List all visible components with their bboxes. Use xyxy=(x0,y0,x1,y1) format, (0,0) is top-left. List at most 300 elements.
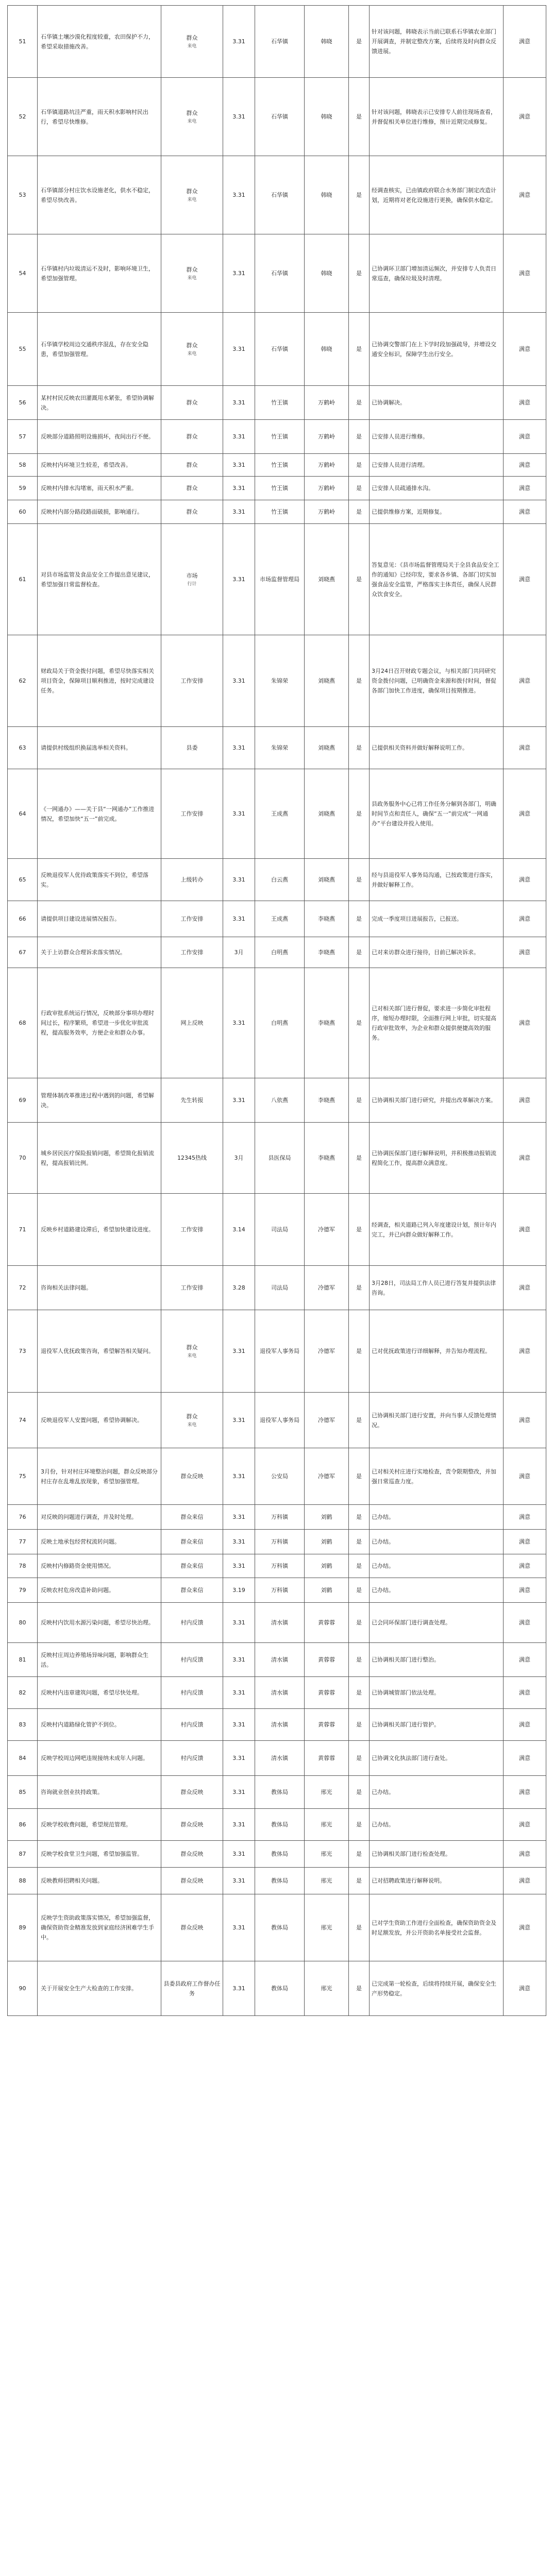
unit-cell: 清水镇 xyxy=(255,1643,305,1677)
date-cell: 3.31 xyxy=(223,1809,255,1841)
date-cell: 3.31 xyxy=(223,1505,255,1530)
source-cell: 上级转办 xyxy=(161,859,223,901)
done-cell: 是 xyxy=(349,420,370,454)
issue-cell: 3月份，针对村庄环境整治问题，群众反映部分村庄存在乱堆乱放现象，希望加强管理。 xyxy=(38,1448,161,1505)
unit-cell: 万科镇 xyxy=(255,1505,305,1530)
row-number: 54 xyxy=(8,234,38,313)
unit-cell: 石华镇 xyxy=(255,78,305,156)
table-row xyxy=(8,386,546,420)
issue-cell: 关于上访群众合理诉求落实情况。 xyxy=(38,937,161,968)
owner-cell: 邢光 xyxy=(305,1776,349,1809)
satisfaction-cell: 满意 xyxy=(504,635,546,727)
result-cell: 经与县退役军人事务局沟通，已按政策进行落实，并做好解释工作。 xyxy=(370,859,504,901)
unit-cell: 清水镇 xyxy=(255,1741,305,1776)
table-row xyxy=(8,1123,546,1194)
date-cell: 3.31 xyxy=(223,1868,255,1894)
row-number: 85 xyxy=(8,1776,38,1809)
done-cell: 是 xyxy=(349,234,370,313)
source-cell: 群众反映 xyxy=(161,1776,223,1809)
result-cell: 县政务服务中心已将工作任务分解到各部门，明确时间节点和责任人，确保“五一”前完成“一网通办”平台建设并投入使用。 xyxy=(370,769,504,859)
source-cell: 群众 xyxy=(161,420,223,454)
source-cell: 群众 xyxy=(161,500,223,524)
date-cell: 3.31 xyxy=(223,1741,255,1776)
issue-cell: 反映村内环境卫生较差，希望改善。 xyxy=(38,454,161,477)
table-row xyxy=(8,1677,546,1709)
unit-cell: 清水镇 xyxy=(255,1677,305,1709)
owner-cell: 万鹤岭 xyxy=(305,477,349,500)
row-number: 56 xyxy=(8,386,38,420)
result-cell: 已对优抚政策进行详细解释，并告知办理流程。 xyxy=(370,1310,504,1393)
unit-cell: 白明燕 xyxy=(255,968,305,1078)
done-cell: 是 xyxy=(349,156,370,234)
satisfaction-cell: 满意 xyxy=(504,1677,546,1709)
result-cell: 已安排人员疏通排水沟。 xyxy=(370,477,504,500)
row-number: 76 xyxy=(8,1505,38,1530)
issue-cell: 行政审批系统运行情况，反映部分事项办理时间过长，程序繁琐，希望进一步优化审批流程，提高服务效率，方便企业和群众办事。 xyxy=(38,968,161,1078)
issue-cell: 反映部分道路照明设施损坏，夜间出行不便。 xyxy=(38,420,161,454)
row-number: 74 xyxy=(8,1393,38,1448)
table-body xyxy=(8,6,546,2016)
unit-cell: 白云燕 xyxy=(255,859,305,901)
owner-cell: 刘鹤 xyxy=(305,1505,349,1530)
date-cell: 3.31 xyxy=(223,1603,255,1643)
result-cell: 已办结。 xyxy=(370,1554,504,1578)
date-cell: 3.31 xyxy=(223,1078,255,1123)
source-cell: 群众 来电 xyxy=(161,1393,223,1448)
unit-cell: 市场监督管理局 xyxy=(255,524,305,635)
issue-cell: 咨询相关法律问题。 xyxy=(38,1266,161,1310)
owner-cell: 李晓燕 xyxy=(305,937,349,968)
row-number: 79 xyxy=(8,1578,38,1603)
result-cell: 3月24日召开财政专题会议，与相关部门共同研究资金拨付问题，已明确资金来源和拨付时间，督促各部门加快工作进度，确保项目按期推进。 xyxy=(370,635,504,727)
unit-cell: 清水镇 xyxy=(255,1603,305,1643)
table-row xyxy=(8,1643,546,1677)
date-cell: 3.31 xyxy=(223,1894,255,1961)
row-number: 61 xyxy=(8,524,38,635)
result-cell: 已协调相关部门进行管护。 xyxy=(370,1709,504,1741)
table-row xyxy=(8,524,546,635)
owner-cell: 万鹤岭 xyxy=(305,454,349,477)
satisfaction-cell: 满意 xyxy=(504,1709,546,1741)
unit-cell: 教体局 xyxy=(255,1809,305,1841)
table-row xyxy=(8,78,546,156)
table-row xyxy=(8,156,546,234)
row-number: 66 xyxy=(8,901,38,937)
owner-cell: 李晓燕 xyxy=(305,1123,349,1194)
result-cell: 已安排人员进行维修。 xyxy=(370,420,504,454)
date-cell: 3.31 xyxy=(223,1448,255,1505)
unit-cell: 竹王镇 xyxy=(255,386,305,420)
issue-cell: 石华镇土壤沙漠化程度较重，农田保护不力，希望采取措施改善。 xyxy=(38,6,161,78)
source-cell: 工作安排 xyxy=(161,769,223,859)
row-number: 83 xyxy=(8,1709,38,1741)
issue-cell: 反映村内部分路段路面破损，影响通行。 xyxy=(38,500,161,524)
date-cell: 3.31 xyxy=(223,1961,255,2016)
done-cell: 是 xyxy=(349,1709,370,1741)
done-cell: 是 xyxy=(349,1554,370,1578)
satisfaction-cell: 满意 xyxy=(504,386,546,420)
result-cell: 已协调相关部门进行研究，并提出改革解决方案。 xyxy=(370,1078,504,1123)
satisfaction-cell: 满意 xyxy=(504,1266,546,1310)
issue-cell: 对反映的问题进行调查，并及时处理。 xyxy=(38,1505,161,1530)
owner-cell: 邢光 xyxy=(305,1841,349,1868)
done-cell: 是 xyxy=(349,901,370,937)
unit-cell: 清水镇 xyxy=(255,1709,305,1741)
satisfaction-cell: 满意 xyxy=(504,78,546,156)
row-number: 53 xyxy=(8,156,38,234)
owner-cell: 李晓燕 xyxy=(305,1078,349,1123)
satisfaction-cell: 满意 xyxy=(504,420,546,454)
done-cell: 是 xyxy=(349,769,370,859)
owner-cell: 韩晓 xyxy=(305,6,349,78)
satisfaction-cell: 满意 xyxy=(504,454,546,477)
done-cell: 是 xyxy=(349,500,370,524)
satisfaction-cell: 满意 xyxy=(504,1961,546,2016)
satisfaction-cell: 满意 xyxy=(504,1868,546,1894)
result-cell: 已办结。 xyxy=(370,1530,504,1554)
result-cell: 已对相关村庄进行实地检查，责令限期整改，并加强日常巡查力度。 xyxy=(370,1448,504,1505)
satisfaction-cell: 满意 xyxy=(504,1393,546,1448)
result-cell: 已完成第一轮检查，后续将持续开展，确保安全生产形势稳定。 xyxy=(370,1961,504,2016)
date-cell: 3.31 xyxy=(223,477,255,500)
unit-cell: 白明燕 xyxy=(255,937,305,968)
owner-cell: 韩晓 xyxy=(305,234,349,313)
date-cell: 3.31 xyxy=(223,1841,255,1868)
source-cell: 群众反映 xyxy=(161,1894,223,1961)
row-number: 77 xyxy=(8,1530,38,1554)
owner-cell: 冷德军 xyxy=(305,1194,349,1266)
issue-cell: 反映乡村道路建设滞后，希望加快建设进度。 xyxy=(38,1194,161,1266)
date-cell: 3.31 xyxy=(223,454,255,477)
unit-cell: 教体局 xyxy=(255,1776,305,1809)
result-cell: 答复意见：《县市场监督管理局关于全县食品安全工作的通知》已经印发，要求各乡镇、各部门切实加强食品安全监管，严格落实主体责任，确保人民群众饮食安全。 xyxy=(370,524,504,635)
source-cell: 村内反馈 xyxy=(161,1603,223,1643)
issue-cell: 反映退役军人安置问题，希望协调解决。 xyxy=(38,1393,161,1448)
unit-cell: 退役军人事务局 xyxy=(255,1393,305,1448)
table-row xyxy=(8,500,546,524)
issue-cell: 退役军人优抚政策咨询，希望解答相关疑问。 xyxy=(38,1310,161,1393)
table-row xyxy=(8,1393,546,1448)
owner-cell: 刘晓燕 xyxy=(305,727,349,769)
done-cell: 是 xyxy=(349,1123,370,1194)
issue-cell: 管理体制改革推进过程中遇到的问题，希望解决。 xyxy=(38,1078,161,1123)
done-cell: 是 xyxy=(349,1578,370,1603)
result-cell: 经调查，相关道路已列入年度建设计划，预计年内完工，并已向群众做好解释工作。 xyxy=(370,1194,504,1266)
result-cell: 已办结。 xyxy=(370,1776,504,1809)
satisfaction-cell: 满意 xyxy=(504,1809,546,1841)
row-number: 69 xyxy=(8,1078,38,1123)
table-row xyxy=(8,635,546,727)
result-cell: 已安排人员进行清理。 xyxy=(370,454,504,477)
owner-cell: 黄蓉蓉 xyxy=(305,1741,349,1776)
source-cell: 县委 xyxy=(161,727,223,769)
done-cell: 是 xyxy=(349,1530,370,1554)
owner-cell: 刘晓燕 xyxy=(305,524,349,635)
source-cell: 村内反馈 xyxy=(161,1709,223,1741)
satisfaction-cell: 满意 xyxy=(504,769,546,859)
done-cell: 是 xyxy=(349,1841,370,1868)
unit-cell: 万科镇 xyxy=(255,1554,305,1578)
source-cell: 工作安排 xyxy=(161,1194,223,1266)
satisfaction-cell: 满意 xyxy=(504,524,546,635)
row-number: 60 xyxy=(8,500,38,524)
table-row xyxy=(8,1603,546,1643)
source-cell: 群众反映 xyxy=(161,1841,223,1868)
owner-cell: 冷德军 xyxy=(305,1266,349,1310)
unit-cell: 司法局 xyxy=(255,1194,305,1266)
row-number: 86 xyxy=(8,1809,38,1841)
row-number: 64 xyxy=(8,769,38,859)
done-cell: 是 xyxy=(349,78,370,156)
owner-cell: 刘晓燕 xyxy=(305,859,349,901)
satisfaction-cell: 满意 xyxy=(504,1894,546,1961)
date-cell: 3.31 xyxy=(223,6,255,78)
done-cell: 是 xyxy=(349,1809,370,1841)
owner-cell: 邢光 xyxy=(305,1809,349,1841)
table-row xyxy=(8,769,546,859)
issue-cell: 反映农村危房改造补助问题。 xyxy=(38,1578,161,1603)
source-cell: 群众 来电 xyxy=(161,1310,223,1393)
satisfaction-cell: 满意 xyxy=(504,937,546,968)
date-cell: 3.19 xyxy=(223,1578,255,1603)
issue-cell: 反映村内饮用水源污染问题，希望尽快治理。 xyxy=(38,1603,161,1643)
owner-cell: 万鹤岭 xyxy=(305,420,349,454)
done-cell: 是 xyxy=(349,1194,370,1266)
owner-cell: 韩晓 xyxy=(305,313,349,386)
unit-cell: 石华镇 xyxy=(255,313,305,386)
owner-cell: 刘鹤 xyxy=(305,1554,349,1578)
result-cell: 已办结。 xyxy=(370,1505,504,1530)
table-row xyxy=(8,1078,546,1123)
satisfaction-cell: 满意 xyxy=(504,1530,546,1554)
date-cell: 3.31 xyxy=(223,1709,255,1741)
table-row xyxy=(8,6,546,78)
table-row xyxy=(8,901,546,937)
table-row xyxy=(8,1809,546,1841)
source-cell: 群众 xyxy=(161,454,223,477)
source-cell: 工作安排 xyxy=(161,635,223,727)
source-cell: 群众 xyxy=(161,477,223,500)
unit-cell: 王成燕 xyxy=(255,901,305,937)
issue-cell: 请提供村级组织换届选举相关资料。 xyxy=(38,727,161,769)
unit-cell: 石华镇 xyxy=(255,6,305,78)
owner-cell: 黄蓉蓉 xyxy=(305,1709,349,1741)
done-cell: 是 xyxy=(349,454,370,477)
done-cell: 是 xyxy=(349,1961,370,2016)
date-cell: 3.31 xyxy=(223,769,255,859)
satisfaction-cell: 满意 xyxy=(504,1841,546,1868)
unit-cell: 退役军人事务局 xyxy=(255,1310,305,1393)
table-row xyxy=(8,1530,546,1554)
table-row xyxy=(8,477,546,500)
result-cell: 已协调解决。 xyxy=(370,386,504,420)
done-cell: 是 xyxy=(349,1776,370,1809)
channel-label: 来电 xyxy=(187,351,197,357)
channel-label: 来电 xyxy=(187,276,197,281)
row-number: 68 xyxy=(8,968,38,1078)
owner-cell: 冷德军 xyxy=(305,1310,349,1393)
row-number: 84 xyxy=(8,1741,38,1776)
table-row xyxy=(8,1841,546,1868)
owner-cell: 冷德军 xyxy=(305,1393,349,1448)
satisfaction-cell: 满意 xyxy=(504,1194,546,1266)
row-number: 82 xyxy=(8,1677,38,1709)
satisfaction-cell: 满意 xyxy=(504,1123,546,1194)
owner-cell: 黄蓉蓉 xyxy=(305,1603,349,1643)
issue-cell: 反映村内违章建筑问题，希望尽快处理。 xyxy=(38,1677,161,1709)
satisfaction-cell: 满意 xyxy=(504,1554,546,1578)
table-row xyxy=(8,1709,546,1741)
row-number: 90 xyxy=(8,1961,38,2016)
source-cell: 工作安排 xyxy=(161,1266,223,1310)
result-cell: 已提供维修方案，近期修复。 xyxy=(370,500,504,524)
date-cell: 3.31 xyxy=(223,78,255,156)
result-cell: 完成一季度项目进展报告，已报送。 xyxy=(370,901,504,937)
done-cell: 是 xyxy=(349,1894,370,1961)
issue-cell: 反映学校周边网吧违规接纳未成年人问题。 xyxy=(38,1741,161,1776)
table-row xyxy=(8,454,546,477)
row-number: 70 xyxy=(8,1123,38,1194)
source-cell: 网上反映 xyxy=(161,968,223,1078)
result-cell: 3月28日，司法局工作人员已进行答复并提供法律咨询。 xyxy=(370,1266,504,1310)
issue-cell: 反映教师招聘相关问题。 xyxy=(38,1868,161,1894)
table-row xyxy=(8,1505,546,1530)
result-cell: 已会同环保部门进行调查处理。 xyxy=(370,1603,504,1643)
issue-cell: 请提供项目建设进展情况报告。 xyxy=(38,901,161,937)
issue-cell: 反映学校收费问题，希望规范管理。 xyxy=(38,1809,161,1841)
unit-cell: 教体局 xyxy=(255,1961,305,2016)
channel-label: 来电 xyxy=(187,1353,197,1359)
source-cell: 群众反映 xyxy=(161,1809,223,1841)
satisfaction-cell: 满意 xyxy=(504,1603,546,1643)
satisfaction-cell: 满意 xyxy=(504,6,546,78)
date-cell: 3月 xyxy=(223,937,255,968)
source-cell: 先生转报 xyxy=(161,1078,223,1123)
owner-cell: 邢光 xyxy=(305,1894,349,1961)
issue-cell: 财政局关于资金拨付问题，希望尽快落实相关项目资金，保障项目顺利推进，按时完成建设任务。 xyxy=(38,635,161,727)
unit-cell: 万科镇 xyxy=(255,1530,305,1554)
channel-label: 行计 xyxy=(187,582,197,587)
owner-cell: 黄蓉蓉 xyxy=(305,1643,349,1677)
issue-cell: 咨询就业创业扶持政策。 xyxy=(38,1776,161,1809)
owner-cell: 万鹤岭 xyxy=(305,386,349,420)
source-cell: 群众 来电 xyxy=(161,156,223,234)
source-cell: 县委县政府工作督办任务 xyxy=(161,1961,223,2016)
done-cell: 是 xyxy=(349,1868,370,1894)
result-cell: 已协调相关部门进行整治。 xyxy=(370,1643,504,1677)
table-row xyxy=(8,1554,546,1578)
row-number: 65 xyxy=(8,859,38,901)
issue-cell: 石华镇学校周边交通秩序混乱，存在安全隐患，希望加强管理。 xyxy=(38,313,161,386)
source-cell: 群众 来电 xyxy=(161,313,223,386)
owner-cell: 黄蓉蓉 xyxy=(305,1677,349,1709)
result-cell: 已协调城管部门依法处理。 xyxy=(370,1677,504,1709)
table-row xyxy=(8,968,546,1078)
issue-cell: 石华镇村内垃圾清运不及时，影响环境卫生，希望加强管理。 xyxy=(38,234,161,313)
satisfaction-cell: 满意 xyxy=(504,859,546,901)
unit-cell: 公安局 xyxy=(255,1448,305,1505)
satisfaction-cell: 满意 xyxy=(504,1578,546,1603)
issue-cell: 石华镇部分村庄饮水设施老化，供水不稳定，希望尽快改善。 xyxy=(38,156,161,234)
row-number: 81 xyxy=(8,1643,38,1677)
date-cell: 3.31 xyxy=(223,1310,255,1393)
date-cell: 3.31 xyxy=(223,968,255,1078)
date-cell: 3.14 xyxy=(223,1194,255,1266)
owner-cell: 李晓燕 xyxy=(305,901,349,937)
issue-cell: 《一网通办》——关于县“一网通办”工作推进情况，希望加快“五一”前完成。 xyxy=(38,769,161,859)
owner-cell: 邢光 xyxy=(305,1961,349,2016)
table-row xyxy=(8,1578,546,1603)
issue-cell: 反映退役军人优待政策落实不到位，希望落实。 xyxy=(38,859,161,901)
issue-cell: 某村村民反映农田灌溉用水紧张，希望协调解决。 xyxy=(38,386,161,420)
done-cell: 是 xyxy=(349,1448,370,1505)
satisfaction-cell: 满意 xyxy=(504,234,546,313)
row-number: 62 xyxy=(8,635,38,727)
date-cell: 3.31 xyxy=(223,234,255,313)
source-cell: 村内反馈 xyxy=(161,1643,223,1677)
channel-label: 来电 xyxy=(187,197,197,202)
source-cell: 群众反映 xyxy=(161,1868,223,1894)
date-cell: 3.31 xyxy=(223,313,255,386)
done-cell: 是 xyxy=(349,386,370,420)
unit-cell: 八依燕 xyxy=(255,1078,305,1123)
date-cell: 3.31 xyxy=(223,635,255,727)
source-cell: 群众来信 xyxy=(161,1505,223,1530)
row-number: 78 xyxy=(8,1554,38,1578)
done-cell: 是 xyxy=(349,859,370,901)
date-cell: 3.31 xyxy=(223,1643,255,1677)
unit-cell: 石华镇 xyxy=(255,234,305,313)
unit-cell: 王成燕 xyxy=(255,769,305,859)
source-cell: 群众反映 xyxy=(161,1448,223,1505)
done-cell: 是 xyxy=(349,1603,370,1643)
row-number: 73 xyxy=(8,1310,38,1393)
row-number: 80 xyxy=(8,1603,38,1643)
done-cell: 是 xyxy=(349,1677,370,1709)
source-cell: 群众 来电 xyxy=(161,234,223,313)
unit-cell: 竹王镇 xyxy=(255,477,305,500)
row-number: 52 xyxy=(8,78,38,156)
table-row xyxy=(8,313,546,386)
date-cell: 3.28 xyxy=(223,1266,255,1310)
table-row xyxy=(8,1961,546,2016)
row-number: 67 xyxy=(8,937,38,968)
result-cell: 已协调环卫部门增加清运频次，并安排专人负责日常巡查，确保垃圾及时清理。 xyxy=(370,234,504,313)
row-number: 57 xyxy=(8,420,38,454)
satisfaction-cell: 满意 xyxy=(504,727,546,769)
result-cell: 针对该问题，韩晓表示当前已联系石华镇农业部门开展调查，并制定整改方案，后续将及时向群众反馈进展。 xyxy=(370,6,504,78)
result-cell: 已对来访群众进行接待，目前已解决诉求。 xyxy=(370,937,504,968)
issue-cell: 城乡居民医疗保险报销问题，希望简化报销流程，提高报销比例。 xyxy=(38,1123,161,1194)
result-cell: 已办结。 xyxy=(370,1578,504,1603)
table-row xyxy=(8,1868,546,1894)
unit-cell: 教体局 xyxy=(255,1841,305,1868)
row-number: 59 xyxy=(8,477,38,500)
issue-cell: 关于开展安全生产大检查的工作安排。 xyxy=(38,1961,161,2016)
date-cell: 3.31 xyxy=(223,859,255,901)
date-cell: 3.31 xyxy=(223,420,255,454)
result-cell: 已协调医保部门进行解释说明，并积极推动报销流程简化工作，提高群众满意度。 xyxy=(370,1123,504,1194)
table-row xyxy=(8,1448,546,1505)
unit-cell: 教体局 xyxy=(255,1894,305,1961)
owner-cell: 刘鹤 xyxy=(305,1530,349,1554)
satisfaction-cell: 满意 xyxy=(504,1776,546,1809)
result-cell: 已提供相关资料并做好解释说明工作。 xyxy=(370,727,504,769)
owner-cell: 万鹤岭 xyxy=(305,500,349,524)
owner-cell: 刘晓燕 xyxy=(305,635,349,727)
satisfaction-cell: 满意 xyxy=(504,901,546,937)
satisfaction-cell: 满意 xyxy=(504,500,546,524)
